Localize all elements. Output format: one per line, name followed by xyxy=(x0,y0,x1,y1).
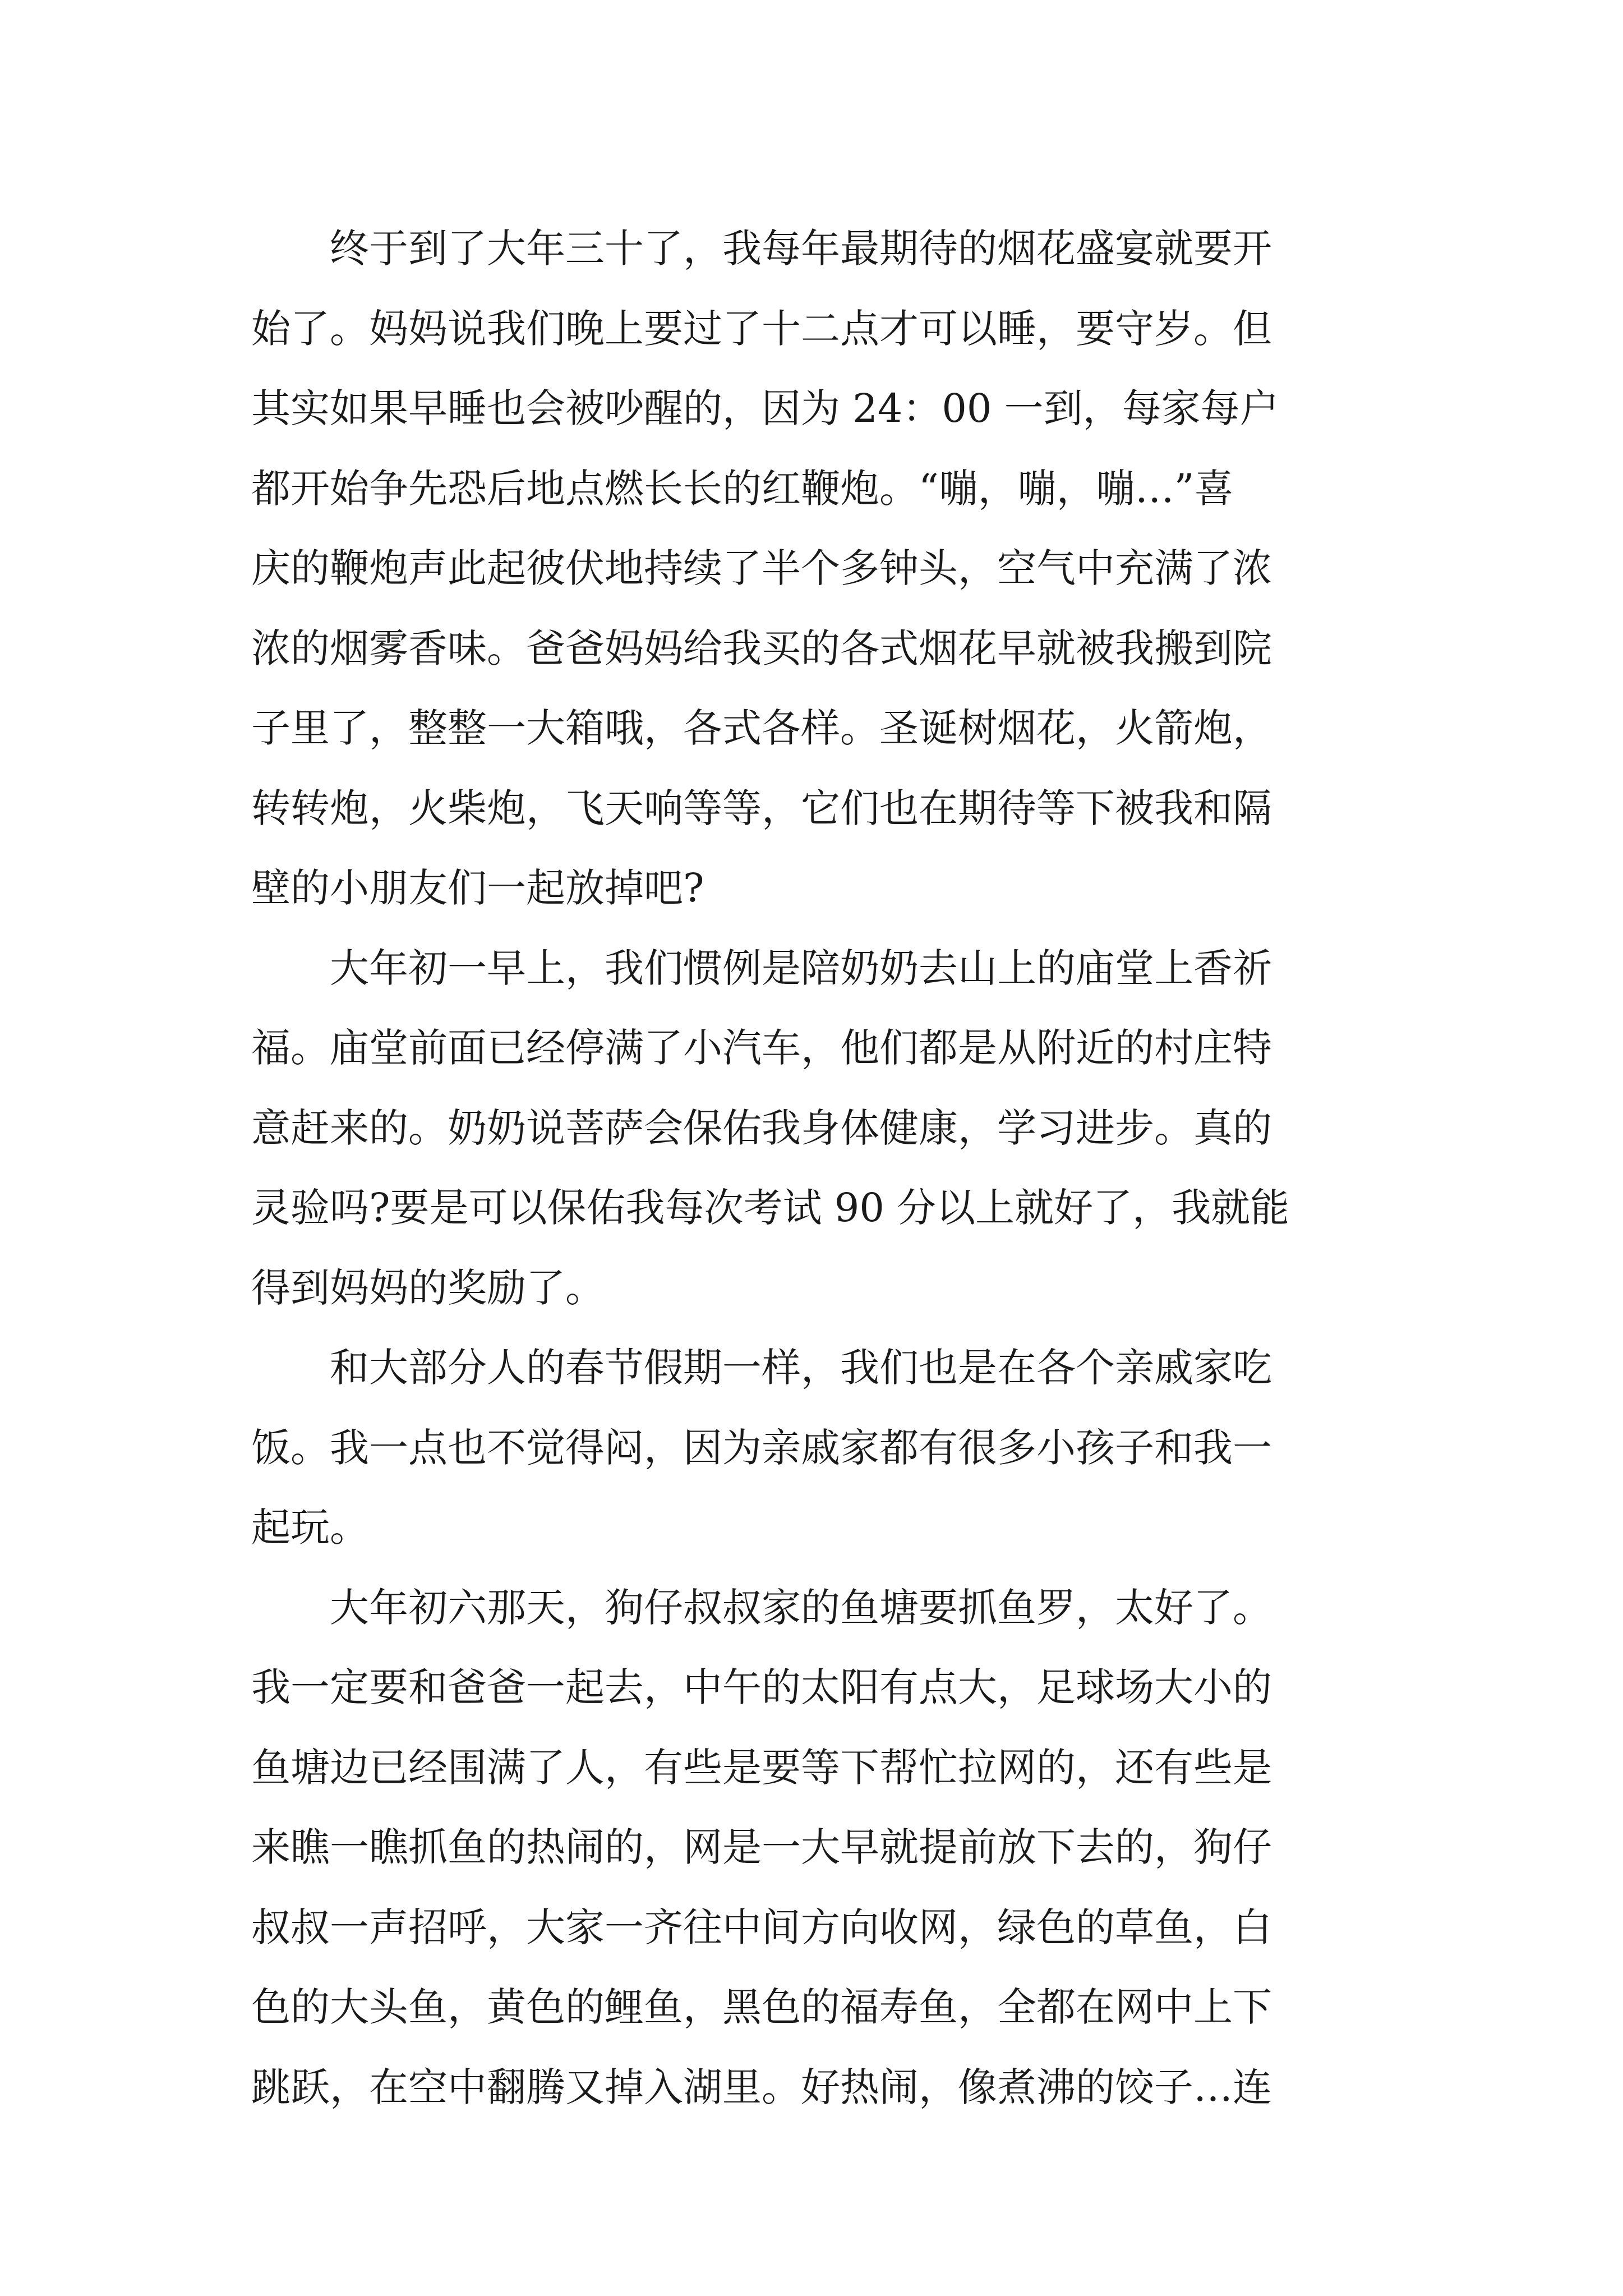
text-line: 来瞧一瞧抓鱼的热闹的，网是一大早就提前放下去的，狗仔 xyxy=(251,1824,1272,1870)
text-line: 福。庙堂前面已经停满了小汽车，他们都是从附近的村庄特 xyxy=(251,1025,1272,1071)
text-line: 转转炮，火柴炮，飞天响等等，它们也在期待等下被我和隔 xyxy=(251,785,1272,831)
text-line: 鱼塘边已经围满了人，有些是要等下帮忙拉网的，还有些是 xyxy=(251,1744,1272,1791)
text-line: 叔叔一声招呼，大家一齐往中间方向收网，绿色的草鱼，白 xyxy=(251,1904,1272,1950)
text-line: 大年初一早上，我们惯例是陪奶奶去山上的庙堂上香祈 xyxy=(251,945,1272,991)
text-line: 始了。妈妈说我们晚上要过了十二点才可以睡，要守岁。但 xyxy=(251,305,1272,352)
text-line: 壁的小朋友们一起放掉吧? xyxy=(251,865,704,911)
text-line: 饭。我一点也不觉得闷，因为亲戚家都有很多小孩子和我一 xyxy=(251,1424,1272,1471)
text-line: 跳跃，在空中翻腾又掉入湖里。好热闹，像煮沸的饺子…连 xyxy=(251,2064,1272,2110)
text-line: 得到妈妈的奖励了。 xyxy=(251,1264,605,1311)
text-line: 我一定要和爸爸一起去，中午的太阳有点大，足球场大小的 xyxy=(251,1664,1272,1710)
text-line: 和大部分人的春节假期一样，我们也是在各个亲戚家吃 xyxy=(251,1345,1272,1391)
text-line: 其实如果早睡也会被吵醒的，因为 24：00 一到，每家每户 xyxy=(251,385,1279,431)
text-line: 灵验吗?要是可以保佑我每次考试 90 分以上就好了，我就能 xyxy=(251,1185,1290,1231)
text-line: 起玩。 xyxy=(251,1504,369,1550)
essay-text xyxy=(251,209,1390,2127)
text-line: 色的大头鱼，黄色的鲤鱼，黑色的福寿鱼，全都在网中上下 xyxy=(251,1984,1272,2030)
text-line: 大年初六那天，狗仔叔叔家的鱼塘要抓鱼罗，太好了。 xyxy=(251,1584,1272,1631)
text-line: 终于到了大年三十了，我每年最期待的烟花盛宴就要开 xyxy=(251,226,1272,272)
text-line: 浓的烟雾香味。爸爸妈妈给我买的各式烟花早就被我搬到院 xyxy=(251,625,1272,671)
text-line: 都开始争先恐后地点燃长长的红鞭炮。“嘣，嘣，嘣…”喜 xyxy=(251,465,1234,512)
text-line: 庆的鞭炮声此起彼伏地持续了半个多钟头，空气中充满了浓 xyxy=(251,545,1272,591)
text-line: 意赶来的。奶奶说菩萨会保佑我身体健康，学习进步。真的 xyxy=(251,1105,1272,1151)
text-line: 子里了，整整一大箱哦，各式各样。圣诞树烟花，火箭炮， xyxy=(251,705,1272,751)
